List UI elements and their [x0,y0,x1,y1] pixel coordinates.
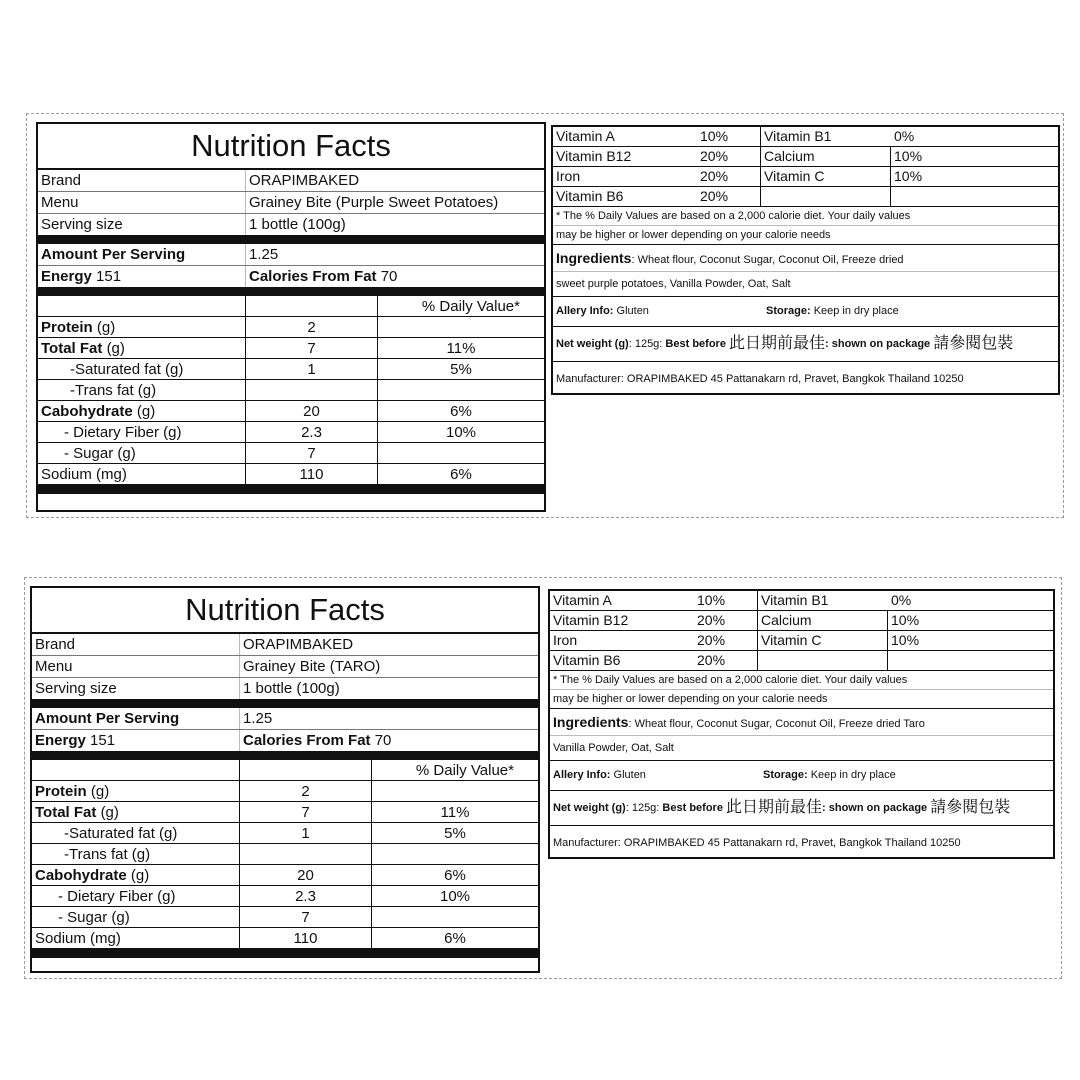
vitamin-row: Vitamin A 10% Vitamin B1 0% [550,591,1053,611]
nutrition-facts-title: Nutrition Facts [38,124,544,170]
serving-value: 1 bottle (100g) [249,216,346,233]
amount-row: Amount Per Serving 1.25 [32,708,538,730]
dv-note: may be higher or lower depending on your calorie needs [553,226,1058,245]
menu-row: Menu Grainey Bite (TARO) [32,656,538,678]
serving-row: Serving size 1 bottle (100g) [38,214,544,244]
ingredients-cont: sweet purple potatoes, Vanilla Powder, Oat, Salt [553,272,1058,297]
allergy-storage: Allery Info: Gluten Storage: Keep in dry place [553,297,1058,327]
dv-header: % Daily Value* [378,296,544,317]
brand-value: ORAPIMBAKED [243,636,354,653]
manufacturer: Manufacturer: ORAPIMBAKED 45 Pattanakarn rd, Pravet, Bangkok Thailand 10250 [556,373,964,385]
allergy-storage: Allery Info: Gluten Storage: Keep in dry place [550,761,1053,791]
brand-row: Brand ORAPIMBAKED [32,634,538,656]
brand-value: ORAPIMBAKED [249,172,360,189]
ingredients-cont: Vanilla Powder, Oat, Salt [550,736,1053,761]
vitamin-row: Vitamin B12 20% Calcium 10% [553,147,1058,167]
manufacturer: Manufacturer: ORAPIMBAKED 45 Pattanakarn rd, Pravet, Bangkok Thailand 10250 [553,837,961,849]
serving-row: Serving size 1 bottle (100g) [32,678,538,708]
net-weight: Net weight (g) : 125g: Best before 此日期前最佳 : shown on package 請參閱包裝 [553,327,1058,362]
vitamins-info-table [551,125,1060,395]
serving-value: 1 bottle (100g) [243,680,340,697]
vitamin-row: Vitamin A 10% Vitamin B1 0% [553,127,1058,147]
menu-value: Grainey Bite (Purple Sweet Potatoes) [249,194,499,211]
dv-note: may be higher or lower depending on your calorie needs [550,690,1053,709]
ingredients: Ingredients: Wheat flour, Coconut Sugar, Coconut Oil, Freeze dried Taro [550,709,1053,736]
nutrient-grid: % Daily Value* Protein (g) 2 Total Fat (g) 7 11% -Saturated fat (g) 1 5% -Trans fat (g) Cabohydrate (g) 20 6% - Dietary Fiber (g) 2.3 10% - Sugar (g) 7 Sodium (mg) 110 6% [32,760,538,949]
nutrition-facts-table [30,586,540,973]
net-weight: Net weight (g) : 125g: Best before 此日期前最佳 : shown on package 請參閱包裝 [550,791,1053,826]
nutrition-facts-table [36,122,546,512]
amount-row: Amount Per Serving 1.25 [38,244,544,266]
dv-header: % Daily Value* [372,760,538,781]
dv-note: * The % Daily Values are based on a 2,000 calorie diet. Your daily values [550,671,1053,690]
brand-row: Brand ORAPIMBAKED [38,170,544,192]
menu-value: Grainey Bite (TARO) [243,658,381,675]
menu-row: Menu Grainey Bite (Purple Sweet Potatoes) [38,192,544,214]
energy-row: Energy 151 Calories From Fat 70 [32,730,538,760]
vitamins-info-table [548,589,1055,859]
nutrition-facts-title: Nutrition Facts [32,588,538,634]
bottom-bar [38,485,544,494]
vitamin-row: Iron 20% Vitamin C 10% [550,631,1053,651]
bottom-bar [32,949,538,958]
nutrient-grid: % Daily Value* Protein (g) 2 Total Fat (g) 7 11% -Saturated fat (g) 1 5% -Trans fat (g) Cabohydrate (g) 20 6% - Dietary Fiber (g) 2.3 10% - Sugar (g) 7 Sodium (mg) 110 6% [38,296,544,485]
dv-note: * The % Daily Values are based on a 2,000 calorie diet. Your daily values [553,207,1058,226]
ingredients: Ingredients: Wheat flour, Coconut Sugar, Coconut Oil, Freeze dried [553,245,1058,272]
vitamin-row: Vitamin B6 20% [553,187,1058,207]
vitamin-row: Vitamin B12 20% Calcium 10% [550,611,1053,631]
energy-row: Energy 151 Calories From Fat 70 [38,266,544,296]
vitamin-row: Vitamin B6 20% [550,651,1053,671]
vitamin-row: Iron 20% Vitamin C 10% [553,167,1058,187]
